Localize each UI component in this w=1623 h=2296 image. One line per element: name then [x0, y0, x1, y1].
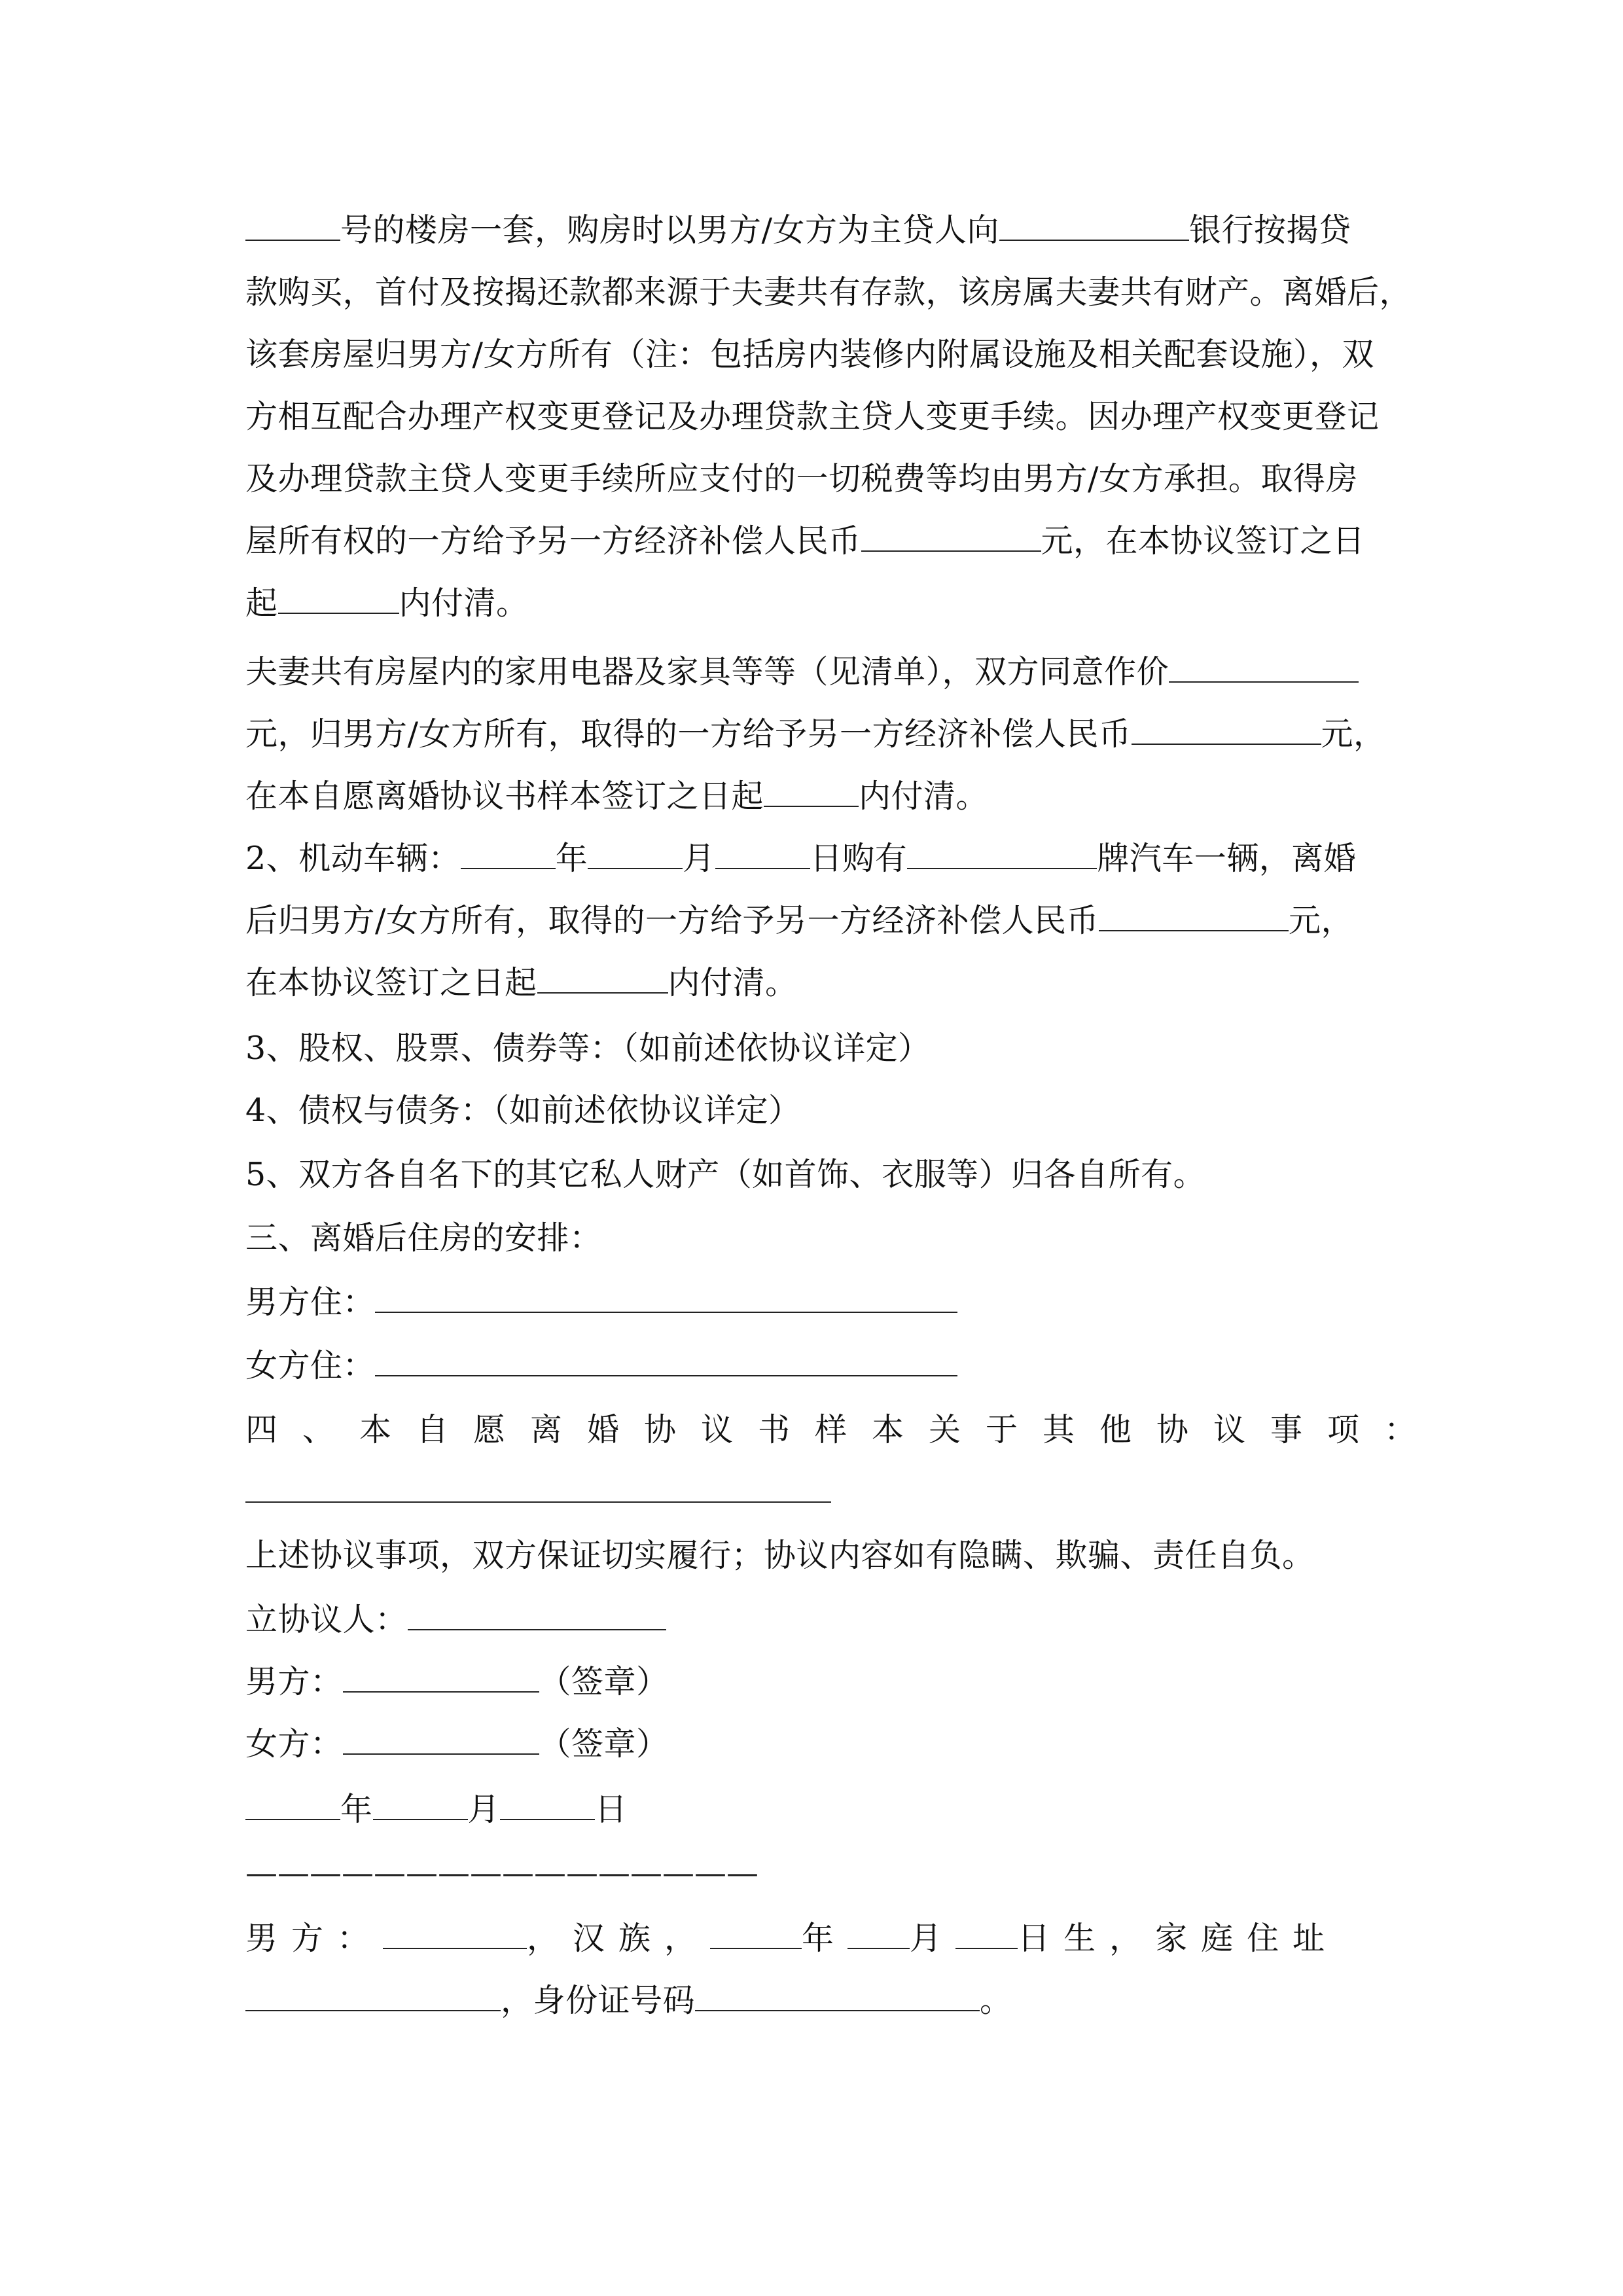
text: 后归男方/女方所有，取得的一方给予另一方经济补偿人民币	[245, 902, 1099, 939]
section-heading: 三、离婚后住房的安排：	[245, 1219, 602, 1257]
blank-field[interactable]	[408, 1598, 666, 1630]
blank-field[interactable]	[375, 1281, 957, 1313]
blank-field[interactable]	[695, 1979, 980, 2011]
paragraph-line	[245, 1466, 1387, 1518]
paragraph-line	[245, 957, 1387, 1009]
paragraph-line	[245, 577, 1387, 630]
paragraph-line	[245, 515, 1387, 567]
text: 元，	[1289, 902, 1354, 939]
paragraph-line	[245, 1276, 1387, 1329]
text: ，身份证号码	[501, 1982, 696, 2019]
paragraph-line	[245, 646, 1387, 698]
blank-field[interactable]	[461, 837, 556, 869]
text: 内付清。	[668, 964, 798, 1001]
blank-field[interactable]	[907, 837, 1097, 869]
blank-field[interactable]	[710, 1917, 802, 1949]
text: 月	[467, 1791, 501, 1828]
text: 号的楼房一套，购房时以男方/女方为主贷人向	[340, 211, 1000, 249]
text: 年	[802, 1920, 848, 1957]
text: 在本协议签订之日起	[245, 964, 537, 1001]
paragraph-line	[245, 895, 1387, 947]
paragraph-line	[245, 1975, 1387, 2027]
text: 牌汽车一辆，离婚	[1097, 840, 1357, 877]
text: 。	[980, 1982, 1012, 2019]
text: 月	[910, 1920, 956, 1957]
blank-field[interactable]	[847, 1917, 910, 1949]
text: （签章）	[539, 1663, 669, 1700]
text: 元，	[1321, 715, 1386, 753]
text: （签章）	[539, 1725, 669, 1763]
paragraph-line	[245, 833, 1387, 885]
paragraph-line: 3、股权、股票、债券等：（如前述依协议详定）	[245, 1030, 931, 1067]
paragraph-line: 4、债权与债务：（如前述依协议详定）	[245, 1092, 801, 1129]
text: 立协议人：	[245, 1601, 408, 1638]
blank-field[interactable]	[764, 775, 859, 807]
blank-field[interactable]	[537, 961, 668, 994]
blank-field[interactable]	[375, 1344, 957, 1376]
blank-field[interactable]	[245, 209, 340, 241]
blank-field[interactable]	[1099, 899, 1289, 931]
signature-line	[245, 1594, 1387, 1646]
text: 屋所有权的一方给予另一方经济补偿人民币	[245, 522, 861, 560]
blank-field[interactable]	[500, 1788, 595, 1820]
paragraph-line	[245, 708, 1387, 761]
blank-field[interactable]	[955, 1917, 1018, 1949]
paragraph-line: 及办理贷款主贷人变更手续所应支付的一切税费等均由男方/女方承担。取得房	[245, 460, 1359, 497]
blank-field[interactable]	[999, 209, 1189, 241]
paragraph-line	[245, 770, 1387, 823]
blank-field[interactable]	[278, 582, 399, 614]
blank-field[interactable]	[588, 837, 683, 869]
blank-field[interactable]	[245, 1788, 340, 1820]
paragraph-line	[245, 204, 1387, 257]
paragraph-line	[245, 1912, 1387, 1965]
paragraph-line: 该套房屋归男方/女方所有（注：包括房内装修内附属设施及相关配套设施），双	[245, 336, 1375, 373]
text: ，汉族，	[527, 1920, 711, 1957]
text: 月	[683, 840, 715, 877]
signature-line	[245, 1718, 1387, 1770]
text: 女方：	[245, 1725, 343, 1763]
date-line	[245, 1784, 1387, 1836]
blank-field[interactable]	[245, 1979, 501, 2011]
text: 夫妻共有房屋内的家用电器及家具等等（见清单），双方同意作价	[245, 653, 1169, 691]
blank-field[interactable]	[343, 1660, 539, 1693]
paragraph-line: 方相互配合办理产权变更登记及办理贷款主贷人变更手续。因办理产权变更登记	[245, 398, 1380, 435]
blank-field[interactable]	[373, 1788, 468, 1820]
text: 年	[340, 1791, 373, 1828]
blank-field[interactable]	[1169, 651, 1359, 683]
blank-field[interactable]	[245, 1471, 831, 1503]
text: 在本自愿离婚协议书样本签订之日起	[245, 778, 764, 815]
paragraph-line: 款购买，首付及按揭还款都来源于夫妻共有存款，该房属夫妻共有财产。离婚后，	[245, 274, 1412, 311]
text: 元，归男方/女方所有，取得的一方给予另一方经济补偿人民币	[245, 715, 1132, 753]
signature-line	[245, 1656, 1387, 1708]
text: 男方住：	[245, 1283, 376, 1321]
text: 女方住：	[245, 1347, 376, 1384]
paragraph-line: 上述协议事项，双方保证切实履行；协议内容如有隐瞒、欺骗、责任自负。	[245, 1537, 1315, 1574]
blank-field[interactable]	[861, 520, 1041, 552]
text: 内付清。	[859, 778, 989, 815]
paragraph-line	[245, 1340, 1387, 1392]
blank-field[interactable]	[343, 1723, 539, 1755]
blank-field[interactable]	[383, 1917, 527, 1949]
blank-field[interactable]	[715, 837, 810, 869]
text: 起	[245, 584, 278, 622]
text: 男方：	[245, 1920, 383, 1957]
text: 元，在本协议签订之日	[1041, 522, 1365, 560]
text: 日生，家庭住址	[1018, 1920, 1339, 1957]
paragraph-line: 5、双方各自名下的其它私人财产（如首饰、衣服等）归各自所有。	[245, 1156, 1206, 1193]
text: 日	[595, 1791, 628, 1828]
divider: ————————————————	[245, 1854, 758, 1892]
text: 2、机动车辆：	[245, 840, 461, 877]
text: 银行按揭贷	[1189, 211, 1351, 249]
text: 日购有	[810, 840, 908, 877]
blank-field[interactable]	[1132, 713, 1321, 745]
text: 年	[555, 840, 588, 877]
section-heading: 四、本自愿离婚协议书样本关于其他协议事项：	[245, 1411, 1442, 1448]
text: 内付清。	[399, 584, 529, 622]
text: 男方：	[245, 1663, 343, 1700]
